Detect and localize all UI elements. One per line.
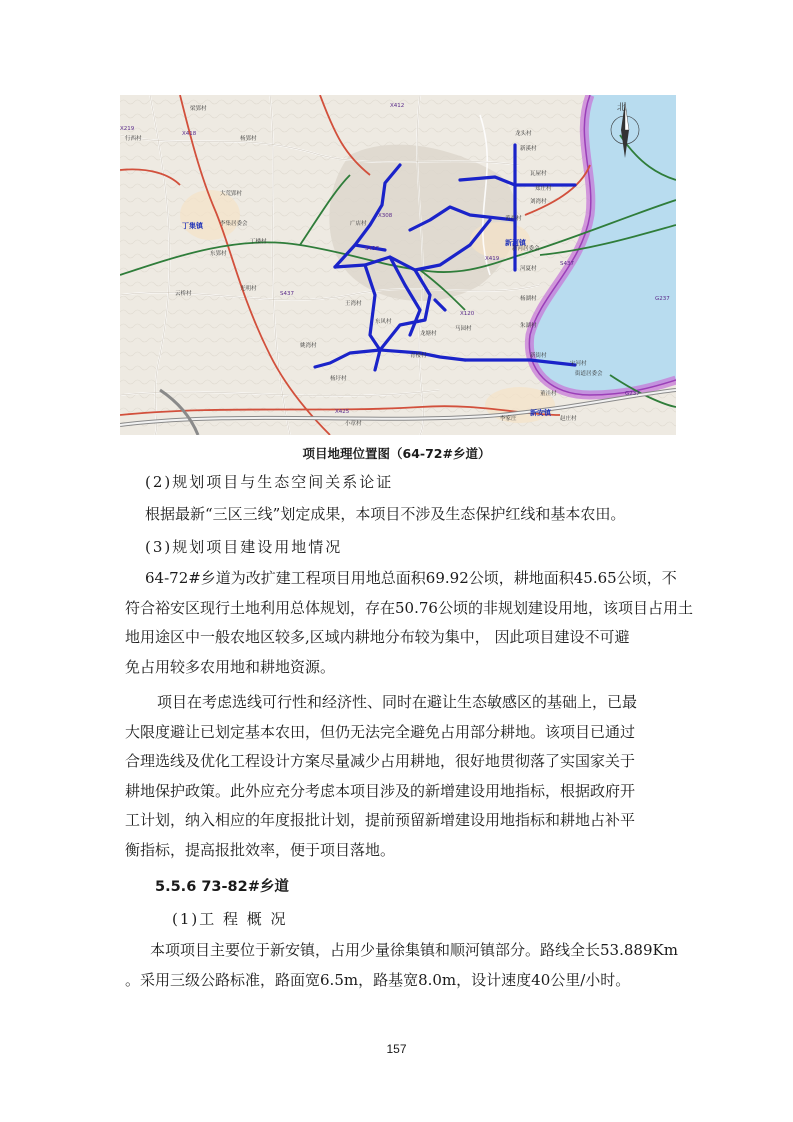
text-line: 大限度避让已划定基本农田，但仍无法完全避免占用部分耕地。该项目已通过: [125, 722, 636, 741]
page-number: 157: [386, 1042, 407, 1056]
village-label: 郑庄村: [535, 186, 552, 192]
text-line: 本项项目主要位于新安镇，占用少量徐集镇和顺河镇部分。路线全长53.889Km: [150, 941, 678, 959]
village-label: 马园村: [455, 326, 472, 332]
text-line: 64-72#乡道为改扩建工程项目用地总面积69.92公顷，耕地面积45.65公顷，不: [145, 569, 677, 587]
village-label: 云桥村: [175, 291, 192, 297]
village-label: 王湾村: [345, 301, 362, 307]
village-label: 瓦屋村: [530, 171, 547, 177]
village-label: 黄西村: [505, 216, 522, 222]
road-code-label: S437: [280, 291, 294, 297]
village-label: 行西村: [125, 136, 142, 142]
text-line: 地用途区中一般农地区较多,区域内耕地分布较为集中， 因此项目建设不可避: [125, 628, 630, 646]
village-label: 龙塘村: [420, 331, 437, 337]
road-code-label: G237: [655, 296, 670, 302]
village-label: 东郢村: [210, 251, 227, 257]
road-code-label: X308: [378, 213, 393, 219]
figure-caption: 项目地理位置图（64-72#乡道）: [302, 446, 491, 461]
text-line: 衡指标，提高报批效率，便于项目落地。: [125, 840, 396, 859]
overview-paragraph: [125, 936, 678, 995]
village-label: 姚湾村: [300, 343, 317, 349]
town-label: 新河镇: [505, 239, 526, 247]
village-label: 赵庄村: [560, 416, 577, 422]
village-label: 李集居委会: [220, 221, 248, 227]
village-label: 街道居委会: [575, 371, 603, 377]
village-label: 光明村: [240, 286, 257, 292]
landuse-paragraph: [125, 564, 693, 682]
village-label: 小章村: [345, 421, 362, 427]
village-label: 新溪村: [520, 146, 537, 152]
svg-text:北: 北: [617, 103, 627, 113]
village-label: 龙头村: [515, 131, 532, 137]
ecology-paragraph: 根据最新“三区三线”划定成果，本项目不涉及生态保护红线和基本农田。: [145, 505, 626, 523]
village-label: 杨圩村: [330, 376, 347, 382]
town-label: 新安镇: [530, 409, 551, 417]
village-label: 丁楼村: [250, 239, 267, 245]
road-code-label: X425: [335, 409, 350, 415]
road-code-label: X412: [390, 103, 405, 109]
village-label: 东风村: [375, 319, 392, 325]
text-line: 免占用较多农用地和耕地资源。: [125, 657, 336, 676]
text-line: 符合裕安区现行土地利用总体规划，存在50.76公顷的非规划建设用地，该项目占用土: [125, 598, 693, 617]
text-line: 合理选线及优化工程设计方案尽量减少占用耕地，很好地贯彻落了实国家关于: [125, 752, 636, 770]
town-label: 丁集镇: [182, 222, 203, 230]
section-heading-5-5-6: 5.5.6 73-82#乡道: [155, 879, 289, 895]
village-label: 新街村: [530, 353, 547, 359]
section-title-overview: (1)工 程 概 况: [172, 910, 288, 928]
village-label: 河夏村: [520, 266, 537, 272]
text-line: 。采用三级公路标准，路面宽6.5m，路基宽8.0m，设计速度40公里/小时。: [125, 970, 631, 989]
village-label: 刘湾村: [530, 199, 547, 205]
road-code-label: X219: [120, 126, 135, 132]
text-line: 耕地保护政策。此外应充分考虑本项目涉及的新增建设用地指标，根据政府开: [125, 781, 636, 800]
mitigation-paragraph: [125, 688, 675, 865]
village-label: 杨湖村: [520, 296, 537, 302]
village-label: 董洼村: [540, 391, 557, 397]
section-title-ecology: (2)规划项目与生态空间关系论证: [145, 473, 394, 491]
section-title-landuse: (3)规划项目建设用地情况: [145, 538, 343, 556]
village-label: 青楼村: [410, 353, 427, 359]
village-label: 新河居委会: [512, 246, 540, 252]
text-line: 项目在考虑选线可行性和经济性、同时在避让生态敏感区的基础上，已最: [157, 693, 638, 711]
village-label: 杨郢村: [240, 136, 257, 142]
village-label: 梁郢村: [190, 106, 207, 112]
road-code-label: S437: [365, 246, 379, 252]
text-line: 工计划，纳入相应的年度报批计划，提前预留新增建设用地指标和耕地占补平: [125, 811, 636, 829]
road-code-label: X419: [485, 256, 500, 262]
road-code-label: X120: [460, 311, 475, 317]
village-label: 大荒郢村: [220, 191, 243, 197]
village-label: 李家庄: [500, 416, 517, 422]
road-code-label: S437: [560, 261, 574, 267]
road-code-label: G237: [625, 391, 640, 397]
location-map: [120, 95, 676, 435]
village-label: 朱湖村: [520, 323, 537, 329]
village-label: 广店村: [350, 221, 367, 227]
village-label: 宋河村: [570, 361, 587, 367]
road-code-label: X418: [182, 131, 197, 137]
